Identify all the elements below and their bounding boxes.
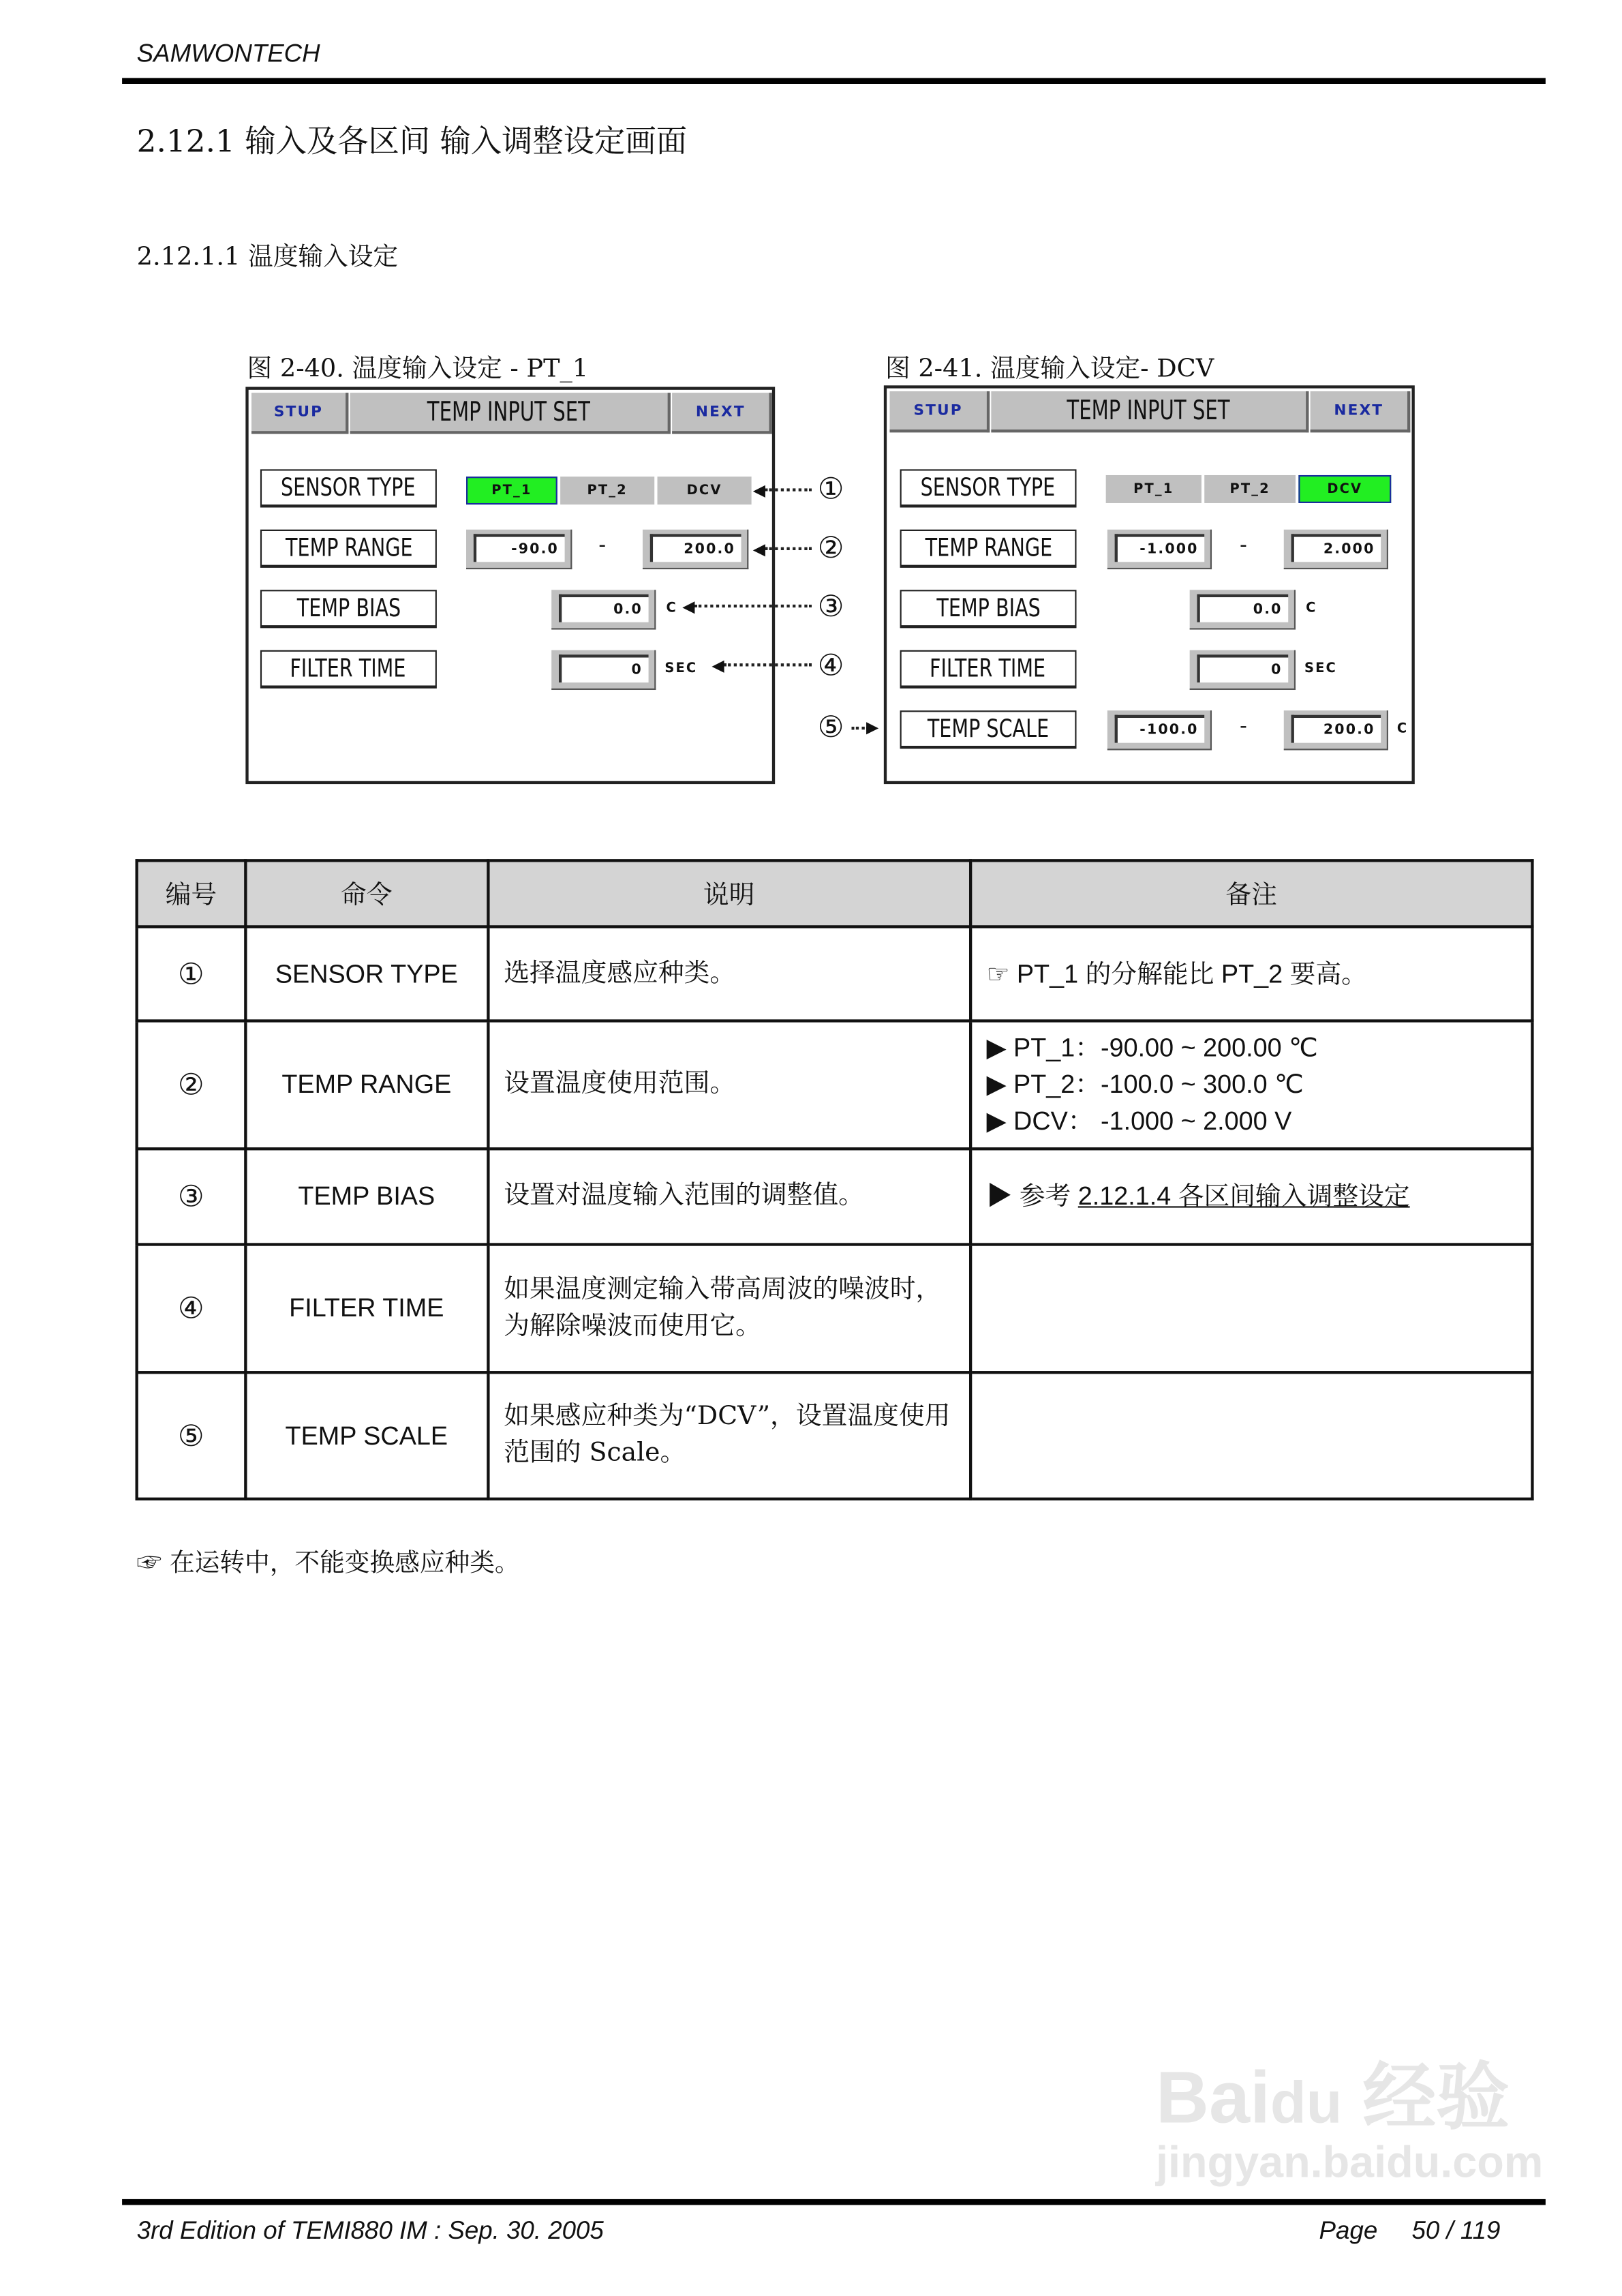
scale-unit: C xyxy=(1396,722,1409,738)
table-row xyxy=(137,926,1533,1021)
filter-value: 0 xyxy=(1197,654,1288,682)
range-dash: - xyxy=(1240,534,1247,558)
arrowhead-left-icon: ◀ xyxy=(752,539,766,559)
scale-low-input[interactable] xyxy=(1107,710,1212,750)
scale-high-input[interactable] xyxy=(1284,710,1388,750)
next-button[interactable]: NEXT xyxy=(672,393,772,434)
bias-input[interactable] xyxy=(1190,590,1296,629)
bias-unit: C xyxy=(666,601,677,617)
filter-input[interactable] xyxy=(551,650,656,690)
sensor-option-pt1[interactable]: PT_1 xyxy=(1106,475,1202,503)
arrowhead-left-icon: ◀ xyxy=(711,656,724,676)
label-text: TEMP BIAS xyxy=(936,593,1041,623)
sensor-option-dcv[interactable]: DCV xyxy=(658,477,752,504)
sensor-option-dcv[interactable]: DCV xyxy=(1298,475,1391,503)
screen-title-text: TEMP INPUT SET xyxy=(1067,395,1230,426)
arrowhead-right-icon: ▶ xyxy=(866,718,879,738)
table-row xyxy=(137,1244,1533,1372)
bias-value: 0.0 xyxy=(559,594,649,622)
callout-5: ⑤ xyxy=(817,709,844,744)
remark-line: ▶ PT_1：-90.00 ~ 200.00 ℃ xyxy=(986,1032,1318,1062)
remark-prefix: ▶ 参考 xyxy=(986,1181,1078,1211)
range-high-value: 200.0 xyxy=(650,534,741,562)
label-temp-scale xyxy=(900,710,1077,749)
callout-4: ④ xyxy=(817,647,844,683)
figure-caption-2: 图 2-41. 温度输入设定- DCV xyxy=(885,354,1214,384)
arrowhead-left-icon: ◀ xyxy=(752,481,766,500)
table-row xyxy=(137,1149,1533,1244)
callout-2: ② xyxy=(817,529,844,565)
header-rule xyxy=(122,78,1546,84)
label-text: SENSOR TYPE xyxy=(281,472,416,502)
bias-input[interactable] xyxy=(551,590,656,629)
range-high-input[interactable] xyxy=(1284,530,1388,569)
screen-dcv xyxy=(884,385,1415,784)
row-description: 如果温度测定输入带高周波的噪波时，为解除噪波而使用它。 xyxy=(488,1244,970,1372)
stup-button[interactable]: STUP xyxy=(889,391,990,432)
row-remarks xyxy=(970,1021,1533,1149)
label-temp-bias xyxy=(900,590,1077,628)
sensor-option-pt2[interactable]: PT_2 xyxy=(560,477,654,504)
row-remarks xyxy=(970,1372,1533,1499)
table-row xyxy=(137,1021,1533,1149)
filter-unit: SEC xyxy=(1304,662,1337,677)
command-table xyxy=(136,859,1534,1500)
range-low-value: -90.0 xyxy=(474,534,565,562)
section-title: 2.12.1 输入及各区间 输入调整设定画面 xyxy=(136,123,688,160)
row-command: TEMP BIAS xyxy=(245,1149,487,1244)
label-filter-time xyxy=(260,650,437,689)
row-remarks xyxy=(970,1149,1533,1244)
callout-arrow-3 xyxy=(694,605,812,607)
stup-button[interactable]: STUP xyxy=(251,393,348,434)
callout-3: ③ xyxy=(817,588,844,624)
table-header-row xyxy=(137,860,1533,926)
next-button[interactable]: NEXT xyxy=(1311,391,1411,432)
row-description: 设置温度使用范围。 xyxy=(488,1021,970,1149)
scale-dash: - xyxy=(1240,714,1247,739)
row-no: ④ xyxy=(137,1244,245,1372)
footer-rule xyxy=(122,2199,1546,2205)
range-high-input[interactable] xyxy=(643,530,748,569)
row-no: ② xyxy=(137,1021,245,1149)
label-text: TEMP BIAS xyxy=(296,593,401,623)
header-description: 说明 xyxy=(488,860,970,926)
range-low-input[interactable] xyxy=(1107,530,1212,569)
row-remarks: ☞ PT_1 的分解能比 PT_2 要高。 xyxy=(970,926,1533,1021)
arrowhead-left-icon: ◀ xyxy=(682,597,695,617)
label-temp-range xyxy=(900,530,1077,568)
filter-unit: SEC xyxy=(664,662,698,677)
row-remarks xyxy=(970,1244,1533,1372)
label-text: TEMP RANGE xyxy=(924,533,1052,563)
scale-low-value: -100.0 xyxy=(1115,715,1205,743)
row-no: ③ xyxy=(137,1149,245,1244)
screen-title xyxy=(350,393,671,434)
callout-arrow-2 xyxy=(765,547,812,550)
bias-unit: C xyxy=(1306,601,1317,617)
row-command: TEMP SCALE xyxy=(245,1372,487,1499)
header-remarks: 备注 xyxy=(970,860,1533,926)
footer-page-label: Page xyxy=(1319,2216,1378,2245)
remark-line: ▶ DCV： -1.000 ~ 2.000 V xyxy=(986,1106,1292,1136)
label-text: SENSOR TYPE xyxy=(921,472,1056,502)
row-description: 设置对温度输入范围的调整值。 xyxy=(488,1149,970,1244)
operation-note: ☞ 在运转中，不能变换感应种类。 xyxy=(136,1549,520,1579)
filter-input[interactable] xyxy=(1190,650,1296,690)
callout-arrow-4 xyxy=(724,663,812,666)
remark-line: ▶ PT_2：-100.0 ~ 300.0 ℃ xyxy=(986,1069,1304,1099)
row-description: 选择温度感应种类。 xyxy=(488,926,970,1021)
scale-high-value: 200.0 xyxy=(1291,715,1381,743)
row-command: FILTER TIME xyxy=(245,1244,487,1372)
label-text: FILTER TIME xyxy=(930,654,1047,684)
range-low-input[interactable] xyxy=(466,530,572,569)
row-no: ① xyxy=(137,926,245,1021)
label-sensor-type xyxy=(900,469,1077,507)
screen-title-text: TEMP INPUT SET xyxy=(427,396,591,427)
row-command: SENSOR TYPE xyxy=(245,926,487,1021)
label-filter-time xyxy=(900,650,1077,689)
label-text: FILTER TIME xyxy=(290,654,407,684)
baidu-watermark: Baidu 经验 jingyan.baidu.com xyxy=(1156,2056,1544,2188)
screen-title xyxy=(991,391,1309,432)
header-command: 命令 xyxy=(245,860,487,926)
header-brand: SAMWONTECH xyxy=(136,40,320,68)
sensor-option-pt1[interactable]: PT_1 xyxy=(466,477,557,504)
reference-link[interactable]: 2.12.1.4 各区间输入调整设定 xyxy=(1077,1181,1410,1211)
label-text: TEMP SCALE xyxy=(927,714,1050,744)
sensor-option-pt2[interactable]: PT_2 xyxy=(1204,475,1296,503)
label-sensor-type xyxy=(260,469,437,507)
header-no: 编号 xyxy=(137,860,245,926)
footer-edition: 3rd Edition of TEMI880 IM : Sep. 30. 2005 xyxy=(136,2216,604,2245)
row-no: ⑤ xyxy=(137,1372,245,1499)
figure-caption-1: 图 2-40. 温度输入设定 - PT_1 xyxy=(247,354,589,384)
label-text: TEMP RANGE xyxy=(285,533,412,563)
bias-value: 0.0 xyxy=(1197,594,1288,622)
footer-page-number: 50 / 119 xyxy=(1411,2216,1501,2245)
callout-1: ① xyxy=(817,470,844,507)
row-command: TEMP RANGE xyxy=(245,1021,487,1149)
label-temp-range xyxy=(260,530,437,568)
table-row xyxy=(137,1372,1533,1499)
subsection-title: 2.12.1.1 温度输入设定 xyxy=(136,243,399,273)
row-description: 如果感应种类为“DCV”，设置温度使用范围的 Scale。 xyxy=(488,1372,970,1499)
range-low-value: -1.000 xyxy=(1115,534,1205,562)
label-temp-bias xyxy=(260,590,437,628)
callout-arrow-1 xyxy=(765,488,812,491)
filter-value: 0 xyxy=(559,654,649,682)
screen-pt1 xyxy=(245,387,775,785)
range-dash: - xyxy=(598,534,607,558)
range-high-value: 2.000 xyxy=(1291,534,1381,562)
